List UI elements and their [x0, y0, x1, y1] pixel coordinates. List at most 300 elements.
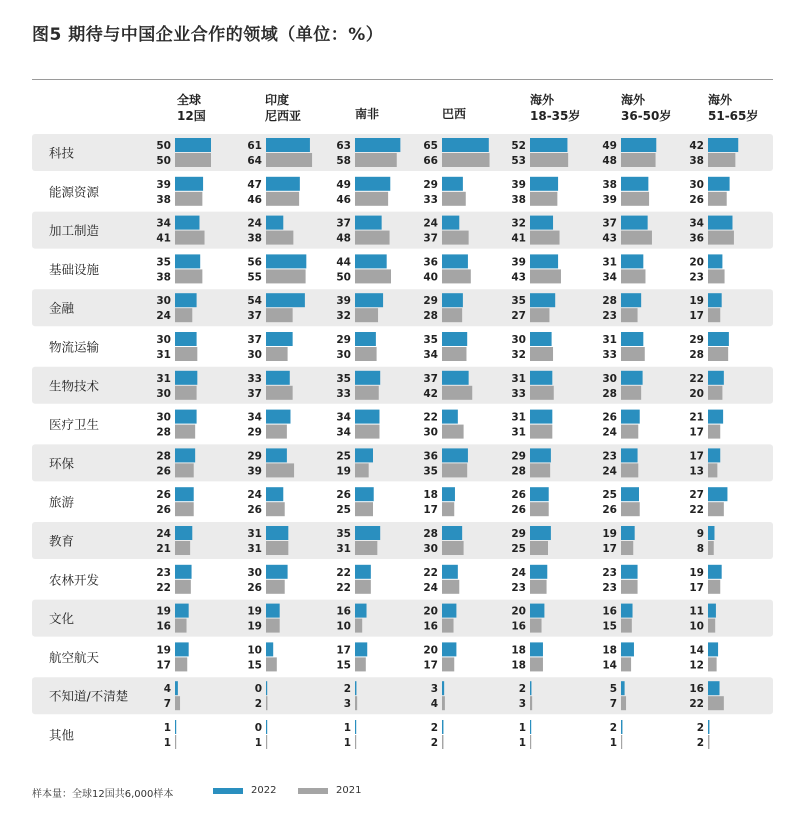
value-label-2022: 47: [247, 178, 262, 191]
bar-2021: [708, 425, 720, 439]
value-label-2022: 30: [156, 334, 171, 346]
bar-2021: [530, 696, 532, 710]
bar-2021: [530, 347, 553, 361]
bar-2021: [355, 425, 379, 439]
bar-2021: [442, 541, 464, 555]
value-label-2021: 55: [247, 271, 262, 284]
bar-2022: [621, 720, 622, 734]
bar-2022: [442, 177, 463, 191]
bar-2022: [621, 177, 648, 191]
value-label-2022: 39: [156, 178, 171, 191]
legend-item-2021: [298, 785, 361, 796]
bar-2022: [442, 565, 458, 579]
bar-2021: [621, 153, 656, 167]
value-label-2021: 38: [689, 155, 704, 167]
value-label-2021: 16: [511, 620, 526, 633]
bar-2022: [442, 604, 456, 618]
bar-2021: [442, 308, 462, 322]
bar-2022: [175, 487, 194, 501]
value-label-2021: 22: [689, 698, 704, 711]
bar-2021: [355, 502, 373, 516]
bar-2022: [175, 526, 192, 540]
value-label-2021: 27: [511, 310, 526, 323]
column-header-2: 南非: [355, 107, 380, 121]
value-label-2021: 64: [247, 155, 262, 167]
bar-2021: [266, 386, 293, 400]
bar-2021: [175, 386, 197, 400]
value-label-2021: 24: [602, 426, 617, 439]
value-label-2022: 0: [254, 683, 262, 696]
value-label-2022: 39: [511, 256, 526, 269]
bar-2022: [621, 604, 633, 618]
bar-2021: [442, 696, 445, 710]
bar-2022: [708, 410, 723, 424]
value-label-2021: 22: [336, 581, 351, 594]
bar-2021: [355, 619, 362, 633]
bar-2022: [175, 604, 189, 618]
bar-2022: [621, 487, 639, 501]
bar-2021: [530, 231, 560, 245]
bar-2021: [355, 463, 369, 477]
bar-2021: [708, 502, 724, 516]
bar-2021: [621, 425, 638, 439]
value-label-2021: 25: [336, 504, 351, 517]
value-label-2022: 2: [343, 683, 351, 696]
value-label-2021: 34: [336, 426, 351, 439]
bar-2022: [708, 254, 722, 268]
bar-2022: [530, 293, 555, 307]
value-label-2022: 29: [423, 295, 438, 308]
bar-2022: [442, 293, 463, 307]
bar-2021: [530, 541, 548, 555]
bar-2022: [355, 565, 371, 579]
value-label-2022: 16: [336, 605, 351, 618]
bar-2022: [708, 177, 730, 191]
value-label-2021: 29: [247, 426, 262, 439]
value-label-2022: 19: [689, 295, 704, 308]
value-label-2022: 56: [247, 256, 262, 269]
value-label-2021: 20: [689, 387, 704, 400]
value-label-2022: 22: [336, 566, 351, 579]
bar-2022: [708, 642, 718, 656]
bar-2021: [175, 463, 194, 477]
value-label-2021: 17: [689, 581, 704, 594]
bar-2021: [530, 192, 557, 206]
bar-2022: [355, 177, 390, 191]
value-label-2022: 29: [511, 450, 526, 463]
sample-note: 样本量：全球12国共6,000样本: [32, 789, 174, 800]
value-label-2022: 20: [423, 644, 438, 657]
value-label-2022: 61: [247, 140, 262, 152]
bar-2021: [530, 502, 549, 516]
column-header-5: 海外: [621, 93, 646, 107]
column-header-1: 印度: [265, 93, 290, 107]
column-header-3: 巴西: [442, 107, 467, 121]
row-label: 农林开发: [49, 572, 100, 588]
bar-2021: [708, 386, 722, 400]
bar-2022: [621, 216, 648, 230]
bar-2021: [266, 231, 293, 245]
bar-2022: [175, 254, 200, 268]
column-header-1: 尼西亚: [265, 109, 302, 123]
row-band: [32, 212, 773, 249]
value-label-2021: 37: [423, 232, 438, 245]
value-label-2021: 31: [511, 426, 526, 439]
bar-2021: [530, 619, 542, 633]
value-label-2022: 37: [336, 217, 351, 230]
value-label-2021: 15: [602, 620, 617, 633]
value-label-2022: 20: [423, 605, 438, 618]
bar-2021: [708, 192, 727, 206]
bar-2022: [266, 216, 283, 230]
bar-2022: [708, 720, 709, 734]
row-label: 能源资源: [49, 184, 100, 200]
bar-2022: [530, 642, 543, 656]
bar-2021: [266, 541, 288, 555]
bar-2021: [442, 425, 464, 439]
value-label-2022: 18: [511, 644, 526, 657]
value-label-2022: 25: [602, 489, 617, 502]
bar-2021: [708, 231, 734, 245]
bar-2022: [442, 681, 444, 695]
value-label-2022: 37: [247, 334, 262, 346]
value-label-2022: 34: [156, 217, 171, 230]
value-label-2022: 29: [689, 334, 704, 346]
value-label-2022: 20: [511, 605, 526, 618]
row-label: 医疗卫生: [49, 417, 100, 433]
column-header-4: 海外: [530, 93, 555, 107]
bar-2021: [175, 580, 191, 594]
bar-2022: [355, 681, 356, 695]
value-label-2022: 24: [247, 217, 262, 230]
value-label-2021: 37: [247, 310, 262, 323]
value-label-2021: 3: [343, 698, 351, 711]
value-label-2021: 31: [156, 349, 171, 361]
column-header-6: 海外: [708, 93, 733, 107]
value-label-2022: 0: [254, 722, 262, 734]
value-label-2022: 35: [156, 256, 171, 269]
bar-2021: [355, 657, 366, 671]
value-label-2021: 24: [156, 310, 171, 323]
bar-2022: [266, 177, 300, 191]
bar-2022: [355, 526, 380, 540]
value-label-2022: 37: [602, 217, 617, 230]
value-label-2022: 22: [423, 566, 438, 579]
bar-2021: [708, 347, 728, 361]
bar-2021: [355, 386, 379, 400]
value-label-2021: 38: [156, 271, 171, 284]
bar-2022: [266, 604, 280, 618]
bar-2022: [175, 410, 197, 424]
bar-2021: [355, 308, 378, 322]
value-label-2022: 24: [511, 566, 526, 579]
bar-2021: [708, 463, 717, 477]
value-label-2022: 54: [247, 295, 262, 308]
bar-2022: [621, 526, 635, 540]
value-label-2021: 33: [602, 349, 617, 361]
legend: [32, 785, 772, 801]
value-label-2022: 50: [156, 140, 171, 152]
value-label-2022: 26: [602, 411, 617, 424]
bar-2021: [175, 231, 205, 245]
bar-2022: [530, 526, 551, 540]
value-label-2021: 12: [689, 659, 704, 672]
value-label-2021: 46: [247, 193, 262, 206]
bar-2022: [530, 138, 567, 152]
row-label: 加工制造: [49, 223, 100, 239]
bar-2021: [621, 502, 640, 516]
bar-2021: [442, 580, 459, 594]
bar-2021: [708, 541, 714, 555]
value-label-2021: 28: [156, 426, 171, 439]
value-label-2022: 23: [602, 566, 617, 579]
bar-2021: [175, 308, 192, 322]
value-label-2022: 35: [336, 372, 351, 385]
bar-2021: [266, 619, 280, 633]
bar-2022: [530, 371, 552, 385]
bar-2021: [266, 153, 312, 167]
value-label-2022: 9: [696, 528, 704, 540]
bar-2021: [266, 269, 306, 283]
value-label-2022: 14: [689, 644, 704, 657]
bar-2021: [530, 463, 550, 477]
bar-2022: [621, 371, 643, 385]
bar-2022: [355, 216, 382, 230]
value-label-2022: 65: [423, 140, 438, 152]
bar-2021: [175, 425, 195, 439]
bar-2022: [621, 293, 641, 307]
bar-2022: [442, 720, 443, 734]
bar-2022: [530, 410, 552, 424]
value-label-2022: 29: [511, 528, 526, 540]
bar-2022: [708, 216, 732, 230]
bar-2022: [530, 177, 558, 191]
bar-2021: [442, 657, 454, 671]
value-label-2022: 37: [423, 372, 438, 385]
value-label-2021: 26: [156, 465, 171, 478]
value-label-2022: 35: [336, 528, 351, 540]
value-label-2022: 49: [602, 140, 617, 152]
value-label-2021: 39: [602, 193, 617, 206]
value-label-2021: 8: [696, 543, 704, 555]
value-label-2022: 29: [423, 178, 438, 191]
bar-2022: [355, 410, 379, 424]
bar-2022: [266, 138, 310, 152]
value-label-2021: 17: [689, 310, 704, 323]
bar-2021: [621, 269, 645, 283]
bar-2022: [266, 254, 306, 268]
bar-2021: [266, 308, 293, 322]
bar-2021: [621, 696, 626, 710]
value-label-2021: 24: [602, 465, 617, 478]
value-label-2021: 2: [430, 737, 438, 749]
bar-2021: [708, 269, 725, 283]
bar-2022: [355, 720, 356, 734]
value-label-2022: 49: [336, 178, 351, 191]
bar-2022: [708, 681, 720, 695]
bar-2021: [266, 657, 277, 671]
value-label-2022: 3: [430, 683, 438, 696]
value-label-2022: 22: [689, 372, 704, 385]
value-label-2022: 4: [163, 683, 171, 696]
bar-2022: [530, 216, 553, 230]
value-label-2021: 30: [247, 349, 262, 361]
value-label-2021: 1: [254, 737, 262, 749]
value-label-2021: 1: [343, 737, 351, 749]
value-label-2022: 30: [511, 334, 526, 346]
bar-2021: [355, 153, 397, 167]
bar-2021: [530, 580, 547, 594]
bar-2021: [266, 192, 299, 206]
bar-2021: [621, 463, 638, 477]
bar-2022: [266, 681, 267, 695]
bar-2021: [442, 386, 472, 400]
value-label-2021: 38: [511, 193, 526, 206]
bar-2022: [708, 371, 724, 385]
bar-2022: [355, 138, 400, 152]
row-band: [32, 677, 773, 714]
bar-2022: [355, 371, 380, 385]
bar-2021: [175, 657, 187, 671]
value-label-2021: 34: [423, 349, 438, 361]
row-label: 航空航天: [49, 649, 100, 665]
bar-2021: [708, 153, 735, 167]
value-label-2022: 11: [689, 605, 704, 618]
value-label-2021: 4: [430, 698, 438, 711]
value-label-2022: 1: [343, 722, 351, 734]
column-header-0: 全球: [177, 93, 202, 107]
bar-2022: [621, 410, 640, 424]
value-label-2021: 33: [336, 387, 351, 400]
value-label-2022: 44: [336, 256, 351, 269]
value-label-2021: 28: [689, 349, 704, 361]
row-label: 物流运输: [49, 339, 100, 355]
value-label-2021: 10: [336, 620, 351, 633]
value-label-2021: 36: [689, 232, 704, 245]
value-label-2021: 1: [609, 737, 617, 749]
row-label: 基础设施: [49, 261, 100, 277]
bar-2021: [442, 619, 454, 633]
value-label-2021: 17: [689, 426, 704, 439]
bar-2022: [442, 216, 459, 230]
column-header-5: 36-50岁: [621, 109, 672, 123]
bar-2022: [442, 332, 467, 346]
bar-2021: [442, 269, 471, 283]
value-label-2022: 2: [696, 722, 704, 734]
value-label-2021: 43: [511, 271, 526, 284]
column-header-0: 12国: [177, 109, 206, 123]
bar-2022: [708, 604, 716, 618]
bar-2021: [175, 269, 202, 283]
value-label-2022: 25: [336, 450, 351, 463]
bar-2021: [355, 347, 377, 361]
value-label-2021: 30: [156, 387, 171, 400]
value-label-2022: 33: [247, 372, 262, 385]
bar-2022: [708, 487, 727, 501]
bar-2021: [621, 347, 645, 361]
value-label-2021: 17: [423, 659, 438, 672]
bar-2022: [175, 642, 189, 656]
row-label: 环保: [49, 455, 75, 471]
value-label-2022: 22: [423, 411, 438, 424]
value-label-2022: 18: [602, 644, 617, 657]
value-label-2022: 63: [336, 140, 351, 152]
value-label-2021: 10: [689, 620, 704, 633]
bar-2021: [708, 657, 717, 671]
bar-2022: [442, 526, 462, 540]
bar-2022: [355, 254, 387, 268]
bar-2022: [708, 332, 729, 346]
value-label-2021: 26: [247, 581, 262, 594]
legend-swatch-2021: [298, 788, 328, 794]
value-label-2021: 43: [602, 232, 617, 245]
value-label-2022: 21: [689, 411, 704, 424]
value-label-2022: 24: [247, 489, 262, 502]
value-label-2022: 38: [602, 178, 617, 191]
bar-2022: [621, 448, 638, 462]
bar-2021: [175, 541, 190, 555]
value-label-2022: 31: [511, 372, 526, 385]
bar-2022: [175, 177, 203, 191]
bar-2022: [175, 332, 197, 346]
bar-2022: [355, 604, 367, 618]
bar-2021: [442, 735, 443, 749]
value-label-2021: 3: [518, 698, 526, 711]
bar-2021: [442, 231, 469, 245]
row-band: [32, 522, 773, 559]
column-header-6: 51-65岁: [708, 109, 759, 123]
bar-2021: [621, 619, 632, 633]
value-label-2022: 32: [511, 217, 526, 230]
bar-2021: [355, 735, 356, 749]
bar-2022: [621, 138, 656, 152]
value-label-2021: 26: [511, 504, 526, 517]
bar-2021: [266, 347, 288, 361]
value-label-2022: 26: [156, 489, 171, 502]
value-label-2021: 21: [156, 543, 171, 555]
bar-2021: [708, 696, 724, 710]
value-label-2022: 29: [336, 334, 351, 346]
bar-2021: [621, 580, 638, 594]
row-band: [32, 134, 773, 171]
bar-2022: [355, 448, 373, 462]
bar-2021: [266, 463, 294, 477]
value-label-2021: 18: [511, 659, 526, 672]
value-label-2022: 36: [423, 450, 438, 463]
bar-2021: [621, 231, 652, 245]
bar-2021: [266, 425, 287, 439]
bar-2022: [175, 720, 176, 734]
bar-2022: [621, 332, 643, 346]
value-label-2021: 28: [423, 310, 438, 323]
row-label: 文化: [49, 611, 75, 627]
bar-2022: [266, 565, 288, 579]
bar-2022: [175, 371, 197, 385]
bar-2022: [442, 254, 468, 268]
value-label-2021: 53: [511, 155, 526, 167]
value-label-2022: 17: [689, 450, 704, 463]
bar-2022: [708, 293, 722, 307]
value-label-2021: 2: [696, 737, 704, 749]
value-label-2021: 32: [511, 349, 526, 361]
row-band: [32, 600, 773, 637]
value-label-2021: 1: [518, 737, 526, 749]
legend-label-2021: 2021: [336, 785, 362, 796]
value-label-2021: 14: [602, 659, 617, 672]
bar-2021: [175, 619, 187, 633]
value-label-2021: 31: [336, 543, 351, 555]
bar-2021: [355, 696, 357, 710]
